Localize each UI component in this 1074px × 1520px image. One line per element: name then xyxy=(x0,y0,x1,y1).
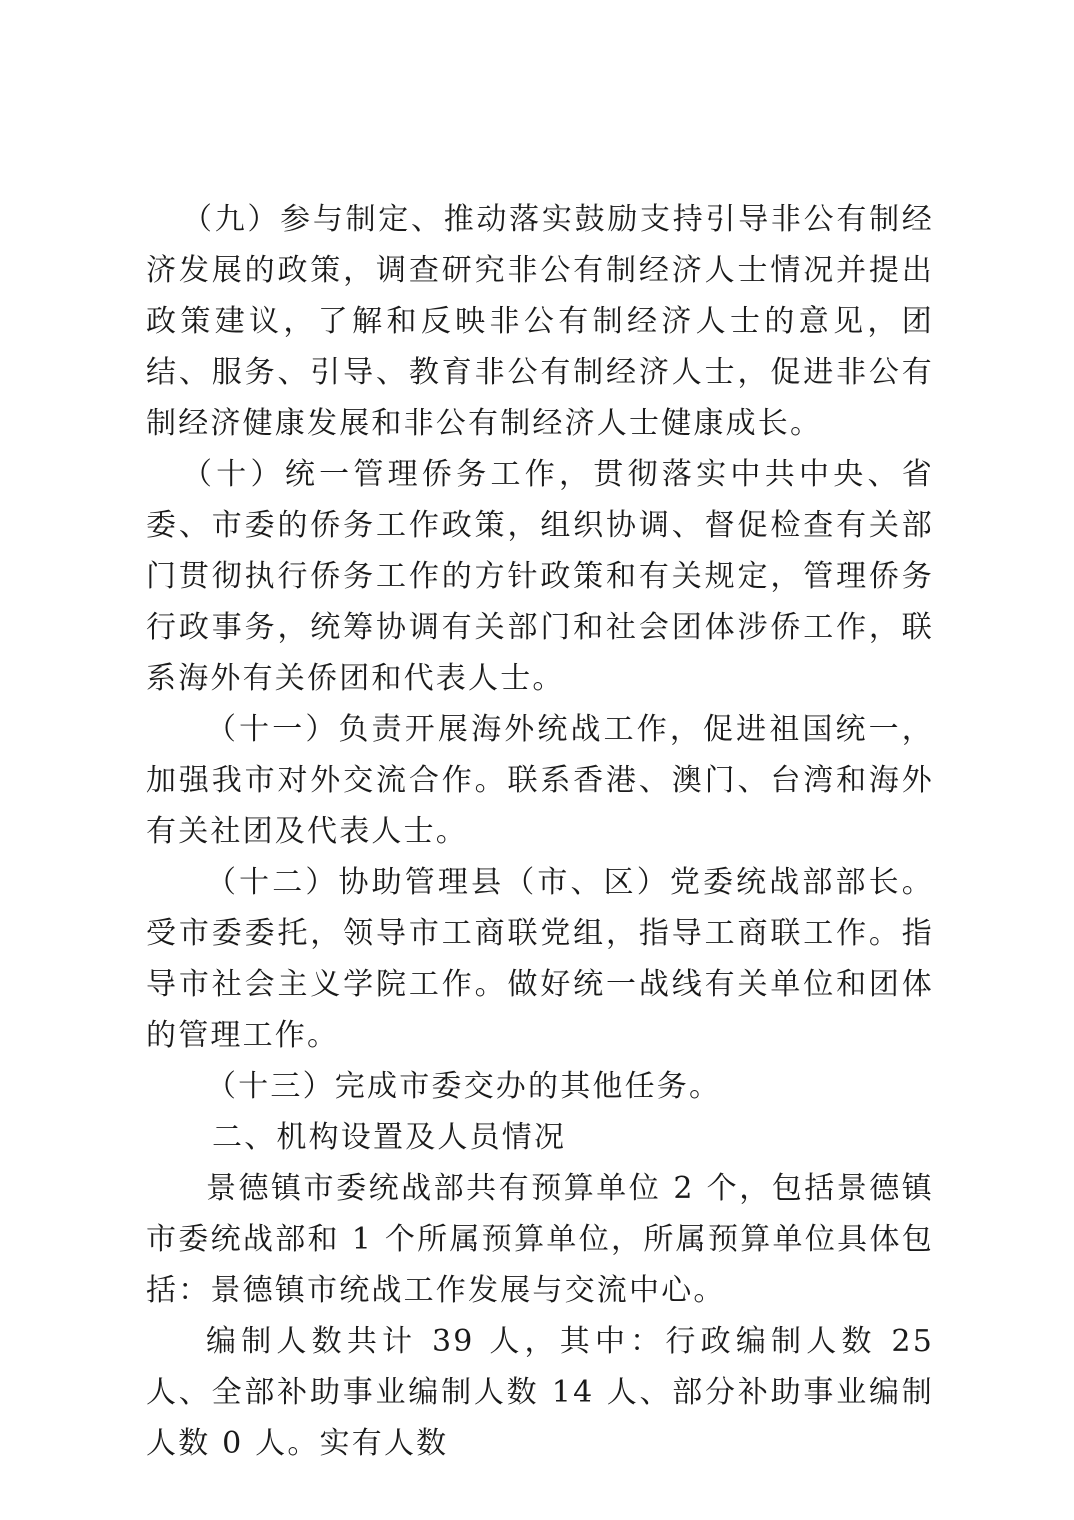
paragraph-item-13: （十三）完成市委交办的其他任务。 xyxy=(206,1069,722,1104)
paragraph-item-9: （九）参与制定、推动落实鼓励支持引导非公有制经济发展的政策，调查研究非公有制经济人士情况并提出政策建议，了解和反映非公有制经济人士的意见，团结、服务、引导、教育非公有制经济人士，促进非公有制经济健康发展和非公有制经济人士健康成长。 xyxy=(146,202,934,441)
paragraph-item-10: （十）统一管理侨务工作，贯彻落实中共中央、省委、市委的侨务工作政策，组织协调、督促检查有关部门贯彻执行侨务工作的方针政策和有关规定，管理侨务行政事务，统筹协调有关部门和社会团体涉侨工作，联系海外有关侨团和代表人士。 xyxy=(146,457,934,696)
section-heading: 二、机构设置及人员情况 xyxy=(212,1120,567,1155)
paragraph-item-12: （十二）协助管理县（市、区）党委统战部部长。受市委委托，领导市工商联党组，指导工商联工作。指导市社会主义学院工作。做好统一战线有关单位和团体的管理工作。 xyxy=(146,865,934,1053)
paragraph-budget-units: 景德镇市委统战部共有预算单位 2 个，包括景德镇市委统战部和 1 个所属预算单位，所属预算单位具体包括：景德镇市统战工作发展与交流中心。 xyxy=(146,1171,934,1308)
paragraph-item-11: （十一）负责开展海外统战工作，促进祖国统一，加强我市对外交流合作。联系香港、澳门、台湾和海外有关社团及代表人士。 xyxy=(146,712,934,849)
document-body xyxy=(146,194,934,1469)
paragraph-staffing: 编制人数共计 39 人，其中：行政编制人数 25 人、全部补助事业编制人数 14 人、部分补助事业编制人数 0 人。实有人数 xyxy=(146,1324,934,1461)
